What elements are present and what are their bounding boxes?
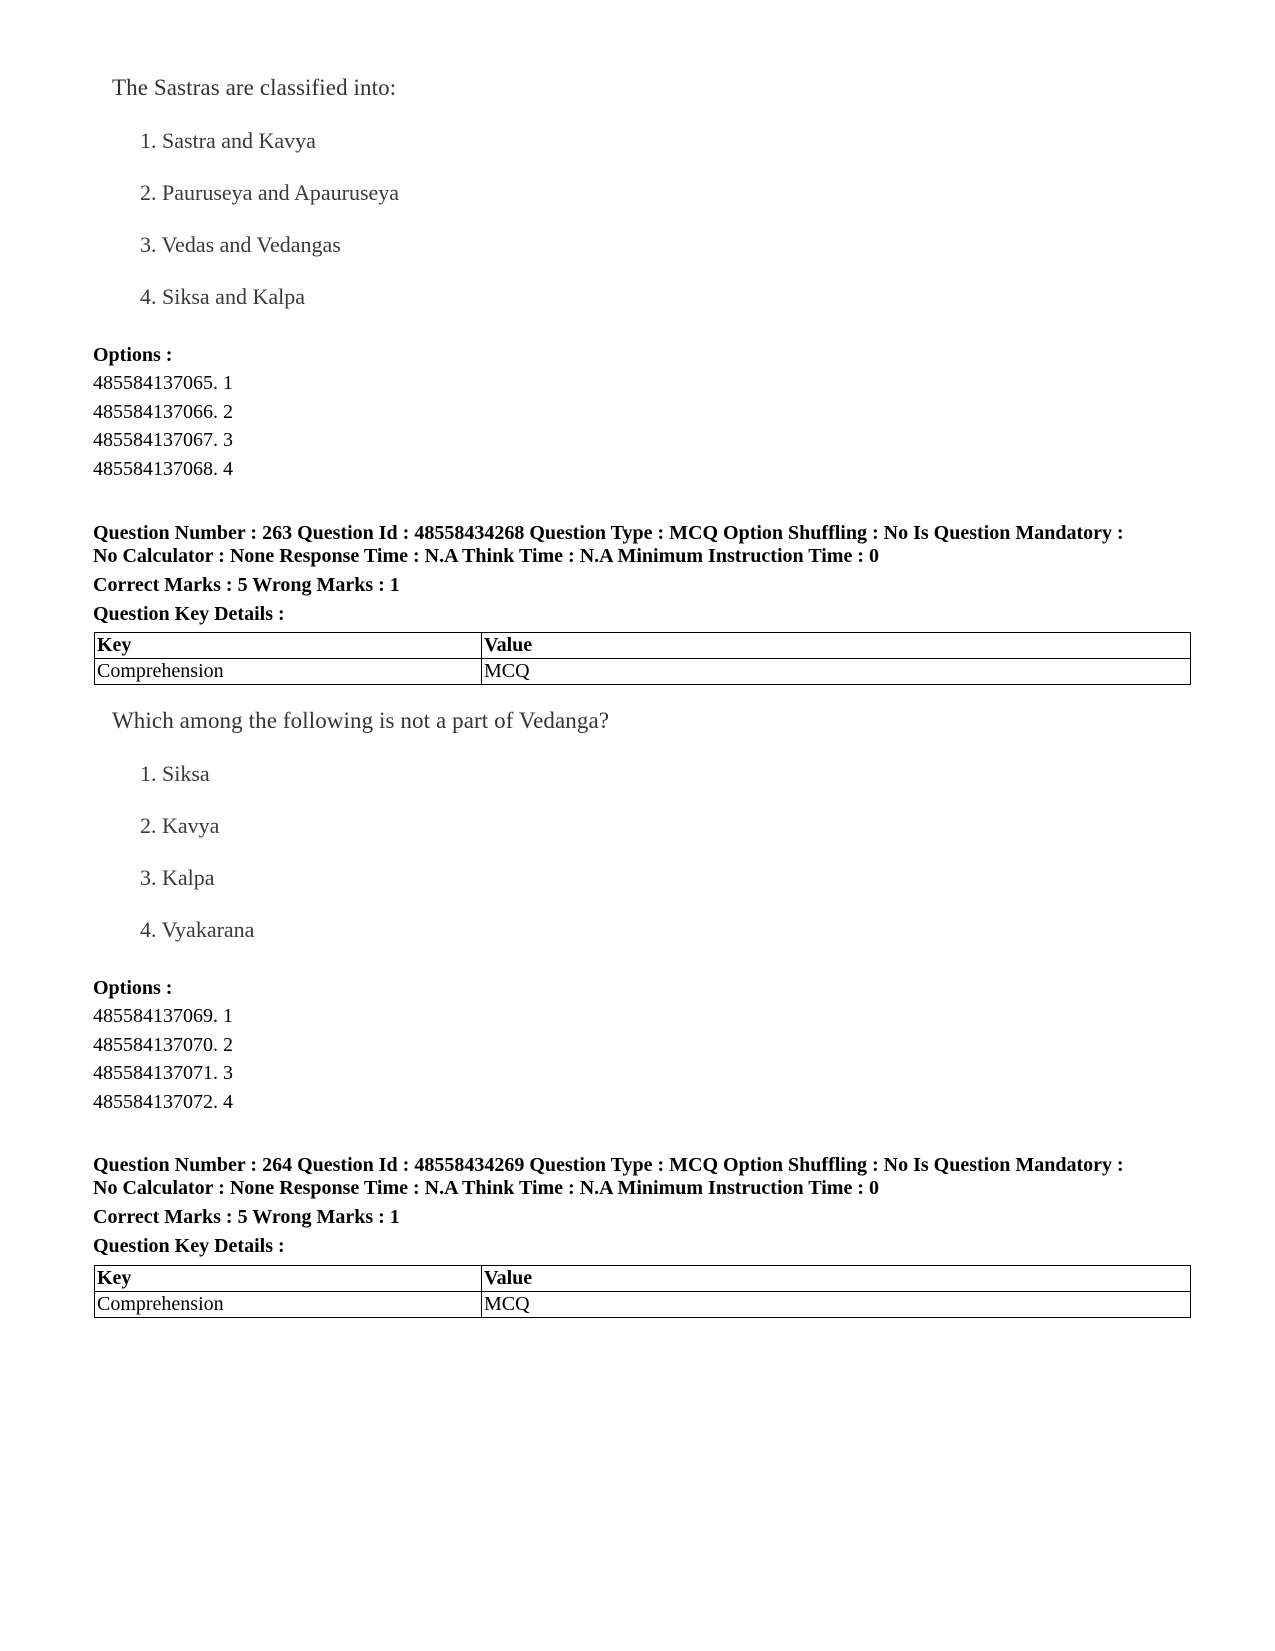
question-image-choice: 2. Kavya bbox=[140, 813, 220, 838]
table-header-row bbox=[95, 1266, 1191, 1292]
question-key-table bbox=[94, 1265, 1191, 1318]
table-header-key: Key bbox=[95, 633, 482, 659]
question-key-details-label: Question Key Details : bbox=[93, 603, 285, 625]
table-row bbox=[95, 1292, 1191, 1318]
question-header-line2: No Calculator : None Response Time : N.A Think Time : N.A Minimum Instruction Time : 0 bbox=[93, 1177, 879, 1199]
option-item: 485584137069. 1 bbox=[93, 1005, 233, 1027]
options-label: Options : bbox=[93, 977, 173, 999]
option-item: 485584137070. 2 bbox=[93, 1033, 233, 1056]
option-item: 485584137065. 1 bbox=[93, 372, 233, 394]
table-header-key: Key bbox=[95, 1266, 482, 1292]
question-key-details-label: Question Key Details : bbox=[93, 1235, 285, 1257]
question-image-choice: 2. Pauruseya and Apauruseya bbox=[140, 180, 400, 205]
question-image-choice: 3. Vedas and Vedangas bbox=[140, 232, 341, 257]
question-marks: Correct Marks : 5 Wrong Marks : 1 bbox=[93, 1206, 400, 1228]
table-cell-value: MCQ bbox=[482, 1292, 1191, 1318]
option-item: 485584137067. 3 bbox=[93, 429, 233, 452]
table-row bbox=[95, 659, 1191, 685]
option-item: 485584137071. 3 bbox=[93, 1062, 233, 1085]
options-label: Options : bbox=[93, 344, 173, 366]
options-list bbox=[93, 1002, 233, 1117]
options-list bbox=[93, 369, 233, 484]
question-key-table bbox=[94, 632, 1191, 685]
question-image-stem: The Sastras are classified into: bbox=[112, 75, 397, 100]
table-header-value: Value bbox=[482, 1266, 1191, 1292]
question-image-choice: 4. Siksa and Kalpa bbox=[140, 284, 305, 309]
question-header-line1: Question Number : 264 Question Id : 48558434269 Question Type : MCQ Option Shuffling : No Is Question Mandatory : bbox=[93, 1154, 1124, 1176]
question-header-line2: No Calculator : None Response Time : N.A Think Time : N.A Minimum Instruction Time : 0 bbox=[93, 545, 879, 567]
table-cell-key: Comprehension bbox=[95, 659, 482, 685]
question-image-choice: 4. Vyakarana bbox=[140, 917, 255, 942]
table-header-row bbox=[95, 633, 1191, 659]
option-item: 485584137066. 2 bbox=[93, 400, 233, 423]
table-cell-key: Comprehension bbox=[95, 1292, 482, 1318]
question-image-choice: 1. Sastra and Kavya bbox=[140, 128, 316, 153]
option-item: 485584137068. 4 bbox=[93, 458, 233, 481]
question-header-line1: Question Number : 263 Question Id : 48558434268 Question Type : MCQ Option Shuffling : No Is Question Mandatory : bbox=[93, 522, 1124, 544]
option-item: 485584137072. 4 bbox=[93, 1091, 233, 1114]
question-image-choice: 1. Siksa bbox=[140, 761, 210, 786]
table-header-value: Value bbox=[482, 633, 1191, 659]
table-cell-value: MCQ bbox=[482, 659, 1191, 685]
question-image-choice: 3. Kalpa bbox=[140, 865, 215, 890]
question-image-stem: Which among the following is not a part of Vedanga? bbox=[112, 708, 610, 733]
question-marks: Correct Marks : 5 Wrong Marks : 1 bbox=[93, 574, 400, 596]
